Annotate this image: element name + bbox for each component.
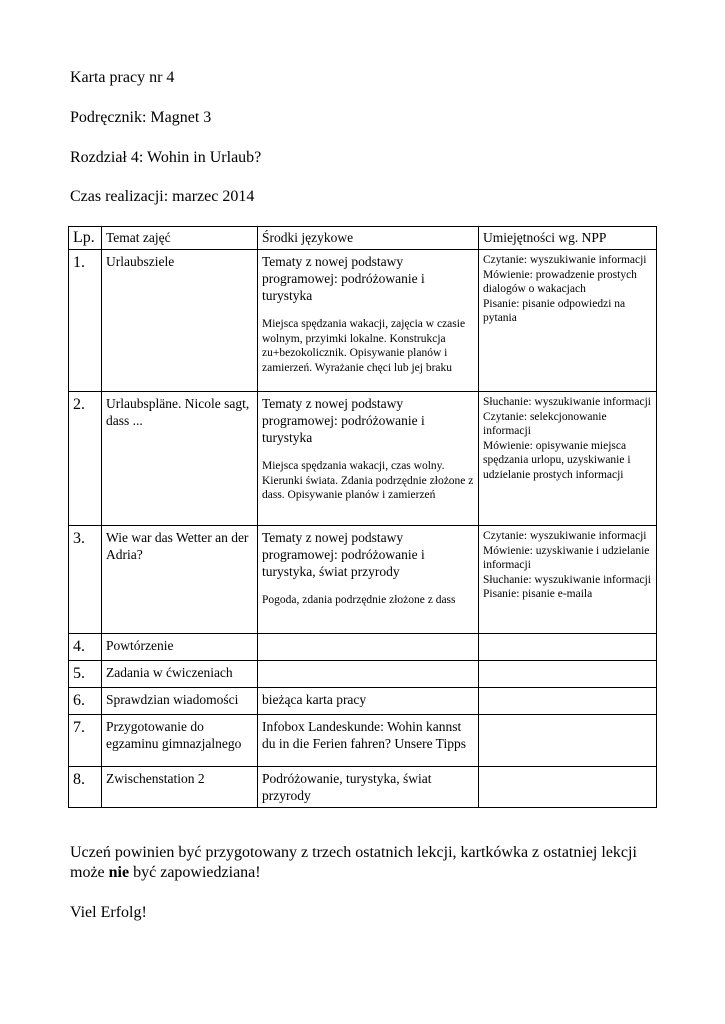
- table-row: [69, 767, 657, 808]
- table-row: [69, 250, 657, 392]
- row-skills: [479, 250, 657, 392]
- means-detail: Pogoda, zdania podrzędnie złożone z dass: [262, 594, 456, 606]
- skill-item: Mówienie: opisywanie miejsca spędzania urlopu, uzyskiwanie i udzielanie prostych informacji: [483, 439, 631, 481]
- skill-item: Słuchanie: wyszukiwanie informacji: [483, 396, 651, 408]
- row-skills: [479, 634, 657, 661]
- row-skills: [479, 526, 657, 634]
- row-means: [258, 526, 479, 634]
- table-row: [69, 688, 657, 715]
- means-main: Tematy z nowej podstawy programowej: podróżowanie i turystyka: [262, 254, 425, 303]
- row-topic: Wie war das Wetter an der Adria?: [102, 526, 258, 634]
- table-row: [69, 661, 657, 688]
- row-means: bieżąca karta pracy: [258, 688, 479, 715]
- means-detail: Miejsca spędzania wakacji, zajęcia w czasie wolnym, przyimki lokalne. Konstrukcja zu+bezokolicznik. Opisywanie planów i zamierzeń. Wyrażanie chęci lub jej braku: [262, 318, 466, 374]
- means-detail: Miejsca spędzania wakacji, czas wolny. Kierunki świata. Zdania podrzędnie złożone z dass. Opisywanie planów i zamierzeń: [262, 460, 474, 501]
- row-skills: [479, 661, 657, 688]
- row-number: 2.: [69, 392, 102, 526]
- note-emphasis: nie: [108, 864, 130, 881]
- timeframe-line: Czas realizacji: marzec 2014: [70, 188, 255, 205]
- row-number: 4.: [69, 634, 102, 661]
- column-header-skills: Umiejętności wg. NPP: [479, 227, 657, 250]
- column-header-topic: Temat zajęć: [102, 227, 258, 250]
- note-text-start: Uczeń powinien być przygotowany z trzech ostatnich lekcji, kartkówka z ostatniej lekcji może: [70, 844, 637, 881]
- means-main: Tematy z nowej podstawy programowej: podróżowanie i turystyka, świat przyrody: [262, 530, 425, 579]
- skill-item: Czytanie: wyszukiwanie informacji: [483, 530, 647, 542]
- row-number: 8.: [69, 767, 102, 808]
- skill-item: Pisanie: pisanie odpowiedzi na pytania: [483, 297, 626, 324]
- textbook-line: Podręcznik: Magnet 3: [70, 109, 212, 126]
- skill-item: Czytanie: wyszukiwanie informacji: [483, 254, 647, 266]
- row-skills: [479, 767, 657, 808]
- row-skills: [479, 392, 657, 526]
- skill-item: Pisanie: pisanie e-maila: [483, 588, 593, 600]
- row-means: [258, 392, 479, 526]
- row-topic: Powtórzenie: [102, 634, 258, 661]
- table-row: [69, 526, 657, 634]
- worksheet-number: Karta pracy nr 4: [70, 69, 175, 86]
- row-means: Infobox Landeskunde: Wohin kannst du in die Ferien fahren? Unsere Tipps: [258, 715, 479, 767]
- row-topic: Sprawdzian wiadomości: [102, 688, 258, 715]
- skill-item: Mówienie: uzyskiwanie i udzielanie informacji: [483, 544, 650, 571]
- column-header-means: Środki językowe: [258, 227, 479, 250]
- means-main: Tematy z nowej podstawy programowej: podróżowanie i turystyka: [262, 396, 425, 445]
- closing-wish: Viel Erfolg!: [70, 904, 147, 921]
- note-text-end: być zapowiedziana!: [129, 864, 261, 881]
- row-means: [258, 661, 479, 688]
- row-number: 6.: [69, 688, 102, 715]
- row-topic: Zadania w ćwiczeniach: [102, 661, 258, 688]
- lesson-plan-table: [68, 226, 657, 808]
- row-means: Podróżowanie, turystyka, świat przyrody: [258, 767, 479, 808]
- row-means: [258, 634, 479, 661]
- row-topic: Zwischenstation 2: [102, 767, 258, 808]
- row-topic: Przygotowanie do egzaminu gimnazjalnego: [102, 715, 258, 767]
- row-number: 7.: [69, 715, 102, 767]
- table-row: [69, 715, 657, 767]
- row-topic: Urlaubsziele: [102, 250, 258, 392]
- chapter-line: Rozdział 4: Wohin in Urlaub?: [70, 149, 262, 166]
- row-number: 1.: [69, 250, 102, 392]
- column-header-lp: Lp.: [69, 227, 102, 250]
- skill-item: Słuchanie: wyszukiwanie informacji: [483, 573, 651, 586]
- row-topic: Urlaubspläne. Nicole sagt, dass ...: [102, 392, 258, 526]
- skill-item: Czytanie: selekcjonowanie informacji: [483, 410, 607, 437]
- table-header-row: [69, 227, 657, 250]
- row-number: 3.: [69, 526, 102, 634]
- table-row: [69, 634, 657, 661]
- row-means: [258, 250, 479, 392]
- row-number: 5.: [69, 661, 102, 688]
- table-row: [69, 392, 657, 526]
- skill-item: Mówienie: prowadzenie prostych dialogów o wakacjach: [483, 268, 637, 295]
- row-skills: [479, 688, 657, 715]
- preparation-note: [70, 843, 660, 883]
- row-skills: [479, 715, 657, 767]
